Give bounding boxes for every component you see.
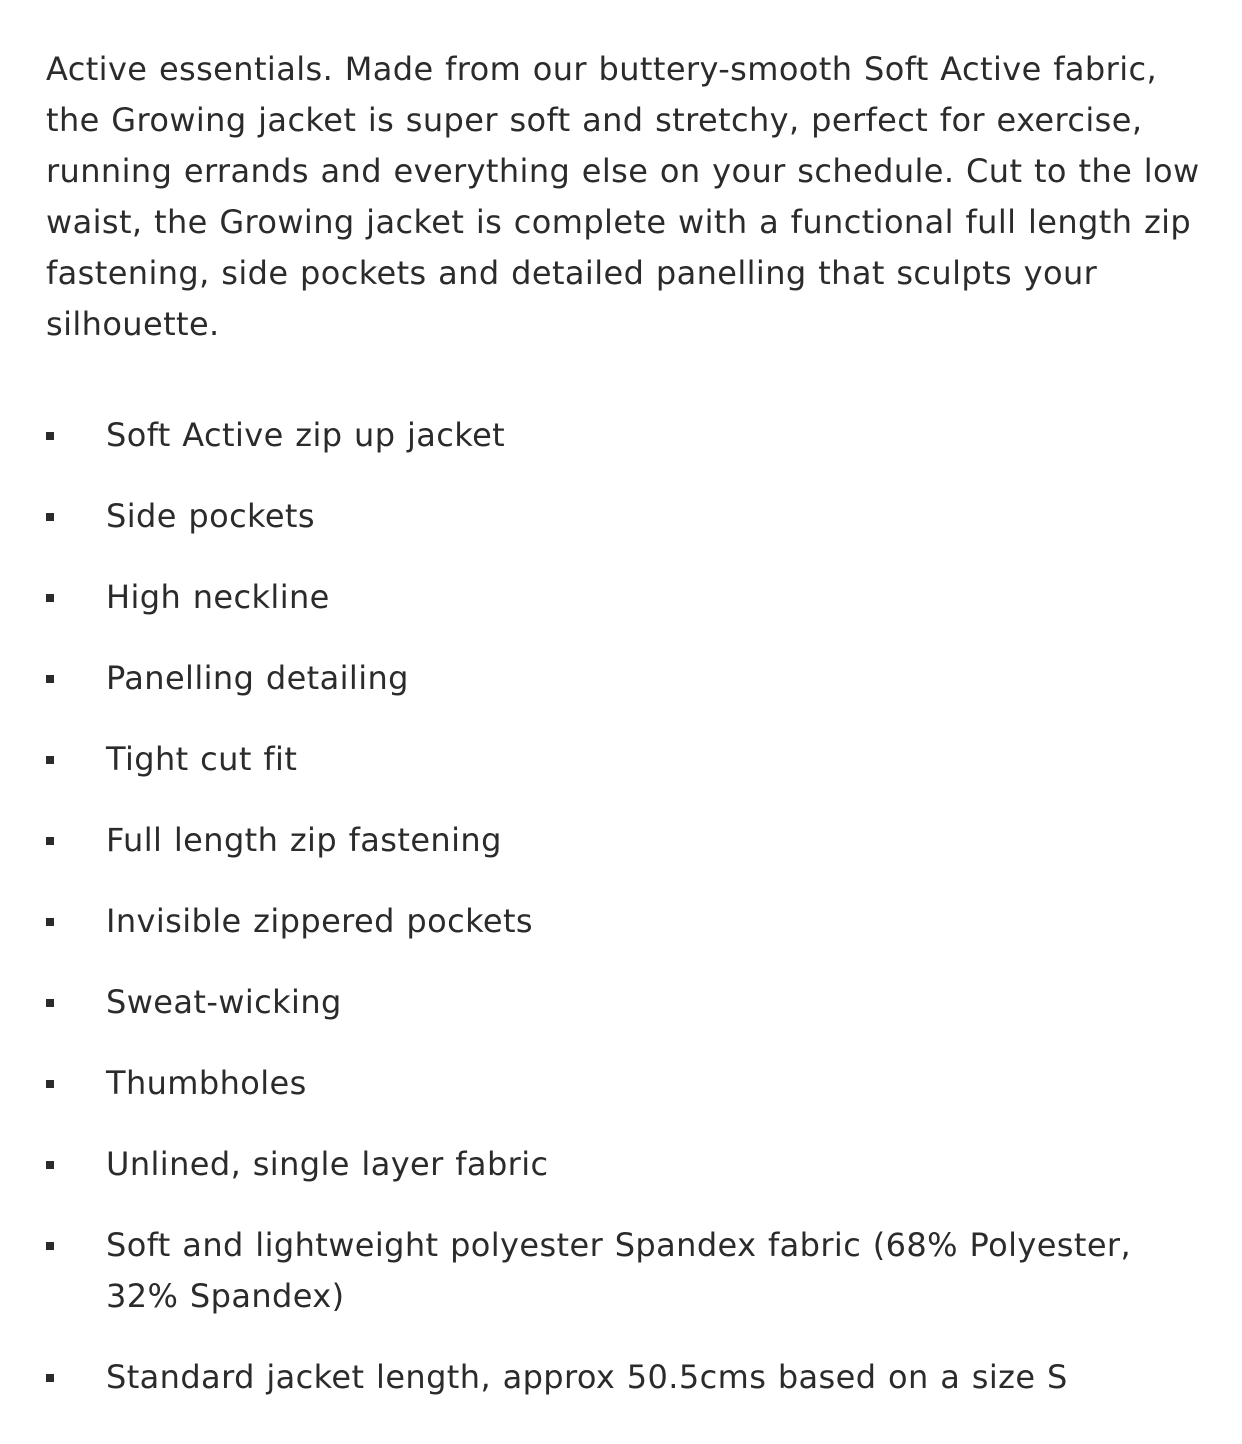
feature-text: Tight cut fit [106,740,298,778]
feature-text: Soft and lightweight polyester Spandex fabric (68% Polyester, 32% Spandex) [106,1226,1132,1315]
product-description [46,44,1206,1433]
feature-text: High neckline [106,578,330,616]
feature-list [46,410,1206,1403]
feature-item [46,1139,1206,1190]
feature-item [46,410,1206,461]
feature-text: Thumbholes [106,1064,307,1102]
feature-text: Soft Active zip up jacket [106,416,506,454]
square-bullet-icon [46,999,54,1007]
feature-text: Full length zip fastening [106,821,502,859]
feature-text: Standard jacket length, approx 50.5cms based on a size S [106,1358,1068,1396]
feature-text: Unlined, single layer fabric [106,1145,549,1183]
feature-item [46,653,1206,704]
square-bullet-icon [46,1374,54,1382]
feature-item [46,815,1206,866]
square-bullet-icon [46,837,54,845]
feature-item [46,491,1206,542]
feature-item [46,1058,1206,1109]
feature-item [46,572,1206,623]
description-intro: Active essentials. Made from our buttery-smooth Soft Active fabric, the Growing jacket is super soft and stretchy, perfect for exercise, running errands and everything else on your schedule. Cut to the low waist, the Growing jacket is complete with a functional full length zip fastening, side pockets and detailed panelling that sculpts your silhouette. [46,50,1200,343]
feature-text: Side pockets [106,497,315,535]
square-bullet-icon [46,1242,54,1250]
square-bullet-icon [46,1080,54,1088]
feature-item [46,734,1206,785]
feature-item [46,896,1206,947]
square-bullet-icon [46,756,54,764]
square-bullet-icon [46,432,54,440]
square-bullet-icon [46,918,54,926]
square-bullet-icon [46,675,54,683]
feature-text: Panelling detailing [106,659,409,697]
square-bullet-icon [46,513,54,521]
feature-text: Sweat-wicking [106,983,342,1021]
square-bullet-icon [46,1161,54,1169]
feature-item [46,977,1206,1028]
feature-text: Invisible zippered pockets [106,902,533,940]
square-bullet-icon [46,594,54,602]
feature-item [46,1352,1206,1403]
feature-item [46,1220,1206,1322]
